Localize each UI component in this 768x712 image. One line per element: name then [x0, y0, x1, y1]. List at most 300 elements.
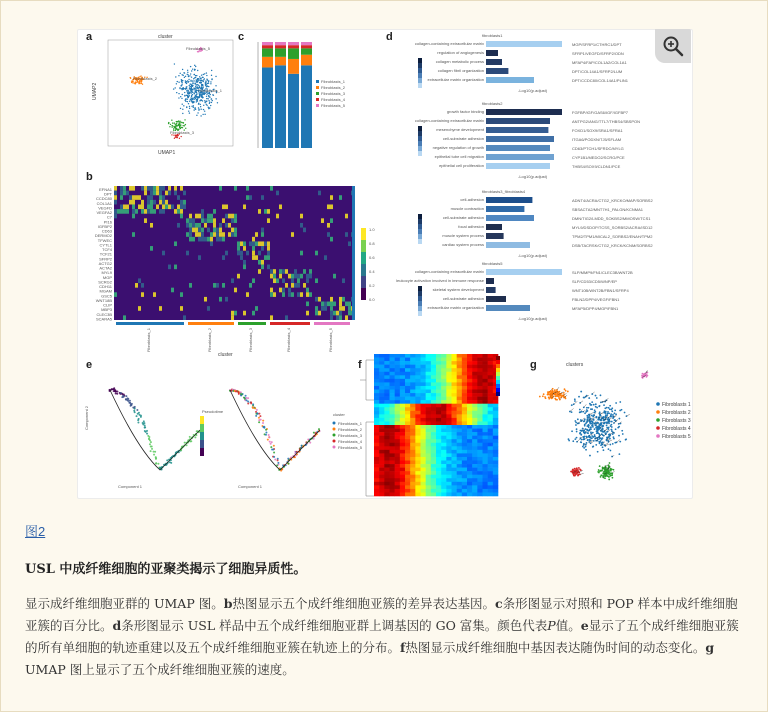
- pseudotime-heatmap-cell: [431, 382, 436, 386]
- pseudotime-heatmap-cell: [472, 464, 477, 468]
- umap-point: [177, 81, 178, 82]
- velocity-point: [605, 414, 607, 416]
- pseudotime-heatmap-cell: [467, 468, 472, 472]
- pseudotime-heatmap-cell: [446, 358, 451, 362]
- stacked-bar-segment: [301, 45, 312, 48]
- pseudotime-heatmap-cell: [483, 482, 488, 486]
- velocity-point: [586, 436, 588, 438]
- pseudotime-heatmap-cell: [488, 386, 493, 390]
- colorbar-tick: 1.0: [369, 227, 375, 232]
- pseudotime-heatmap-cell: [410, 379, 415, 383]
- umap-point: [193, 78, 194, 79]
- pseudotime-heatmap-cell: [426, 361, 431, 365]
- go-bar: [486, 50, 498, 56]
- pseudotime-heatmap-cell: [493, 475, 498, 479]
- pseudotime-heatmap-cell: [472, 439, 477, 443]
- trajectory-point: [263, 426, 265, 428]
- velocity-point: [608, 479, 610, 481]
- umap-point: [209, 96, 210, 97]
- pseudotime-heatmap-cell: [436, 411, 441, 415]
- heatmap-cell: [321, 302, 324, 307]
- pseudotime-heatmap-cell: [395, 457, 400, 461]
- heatmap-cell: [297, 292, 300, 297]
- pseudotime-heatmap-cell: [446, 404, 451, 408]
- pseudotime-heatmap-cell: [483, 407, 488, 411]
- pseudotime-heatmap-cell: [405, 468, 410, 472]
- heatmap-cell: [210, 218, 213, 223]
- velocity-point: [607, 411, 609, 413]
- pseudotime-heatmap-cell: [436, 457, 441, 461]
- umap-point: [192, 89, 193, 90]
- trajectory-point: [268, 436, 270, 438]
- pseudotime-heatmap-cell: [405, 453, 410, 457]
- velocity-arrow: [577, 439, 580, 442]
- heatmap-cell: [159, 186, 162, 191]
- velocity-point: [609, 473, 611, 475]
- umap-point: [204, 114, 205, 115]
- pseudotime-heatmap-cell: [426, 461, 431, 465]
- figure-image[interactable]: [77, 29, 693, 499]
- pseudotime-heatmap-cell: [467, 478, 472, 482]
- pseudotime-heatmap-cell: [493, 453, 498, 457]
- gene-label: MBP3: [101, 307, 112, 313]
- heatmap-cell: [198, 255, 201, 260]
- heatmap-cell: [147, 195, 150, 200]
- heatmap-cell: [210, 241, 213, 246]
- pseudotime-heatmap-cell: [446, 471, 451, 475]
- heatmap-cell: [234, 228, 237, 233]
- pseudotime-heatmap-cell: [374, 390, 379, 394]
- legend-label: Fibroblasts 3: [662, 418, 691, 424]
- velocity-point: [580, 391, 582, 393]
- pseudotime-heatmap-cell: [374, 489, 379, 493]
- gene-label: C7: [106, 214, 112, 220]
- pseudotime-heatmap-cell: [379, 407, 384, 411]
- pseudotime-heatmap-cell: [462, 429, 467, 433]
- trajectory-point: [134, 408, 136, 410]
- pseudotime-heatmap-cell: [400, 471, 405, 475]
- pseudotime-heatmap-cell: [452, 397, 457, 401]
- heatmap-cell: [327, 223, 330, 228]
- velocity-arrow: [605, 429, 607, 431]
- pseudotime-heatmap-cell: [477, 382, 482, 386]
- umap-point: [187, 70, 188, 71]
- umap-point: [194, 107, 195, 108]
- trajectory-point: [237, 391, 239, 393]
- trajectory-point: [273, 445, 275, 447]
- trajectory-point: [155, 458, 157, 460]
- heatmap-cell: [252, 237, 255, 242]
- pseudotime-heatmap-cell: [452, 475, 457, 479]
- velocity-point: [571, 411, 573, 413]
- pseudotime-heatmap-cell: [390, 432, 395, 436]
- gene-label: VEGFD: [98, 205, 112, 211]
- heatmap-cell: [327, 302, 330, 307]
- pseudotime-heatmap-cell: [477, 411, 482, 415]
- umap-point: [131, 82, 132, 83]
- heatmap-cell: [306, 311, 309, 316]
- heatmap-cell: [222, 255, 225, 260]
- velocity-point: [585, 446, 587, 448]
- pseudotime-heatmap-cell: [400, 407, 405, 411]
- trajectory-point: [240, 394, 242, 396]
- pseudotime-heatmap-cell: [457, 489, 462, 493]
- velocity-point: [602, 429, 604, 431]
- velocity-point: [595, 422, 597, 424]
- pseudotime-heatmap-cell: [400, 379, 405, 383]
- pseudotime-heatmap-cell: [415, 421, 420, 425]
- heatmap-cell: [339, 306, 342, 311]
- pseudotime-heatmap-cell: [426, 475, 431, 479]
- pseudotime-heatmap-cell: [379, 390, 384, 394]
- pseudotime-heatmap-cell: [467, 485, 472, 489]
- heatmap-cell: [285, 315, 288, 320]
- panel-c-label: c: [238, 31, 245, 43]
- pseudotime-heatmap-cell: [410, 397, 415, 401]
- pseudotime-heatmap-cell: [493, 425, 498, 429]
- pseudotime-heatmap-cell: [426, 375, 431, 379]
- pseudotime-heatmap-cell: [395, 425, 400, 429]
- heatmap-cell: [300, 251, 303, 256]
- umap-point: [193, 93, 194, 94]
- velocity-arrow: [592, 392, 594, 394]
- go-bar: [486, 278, 494, 284]
- heatmap-cell: [297, 283, 300, 288]
- umap-point: [174, 138, 175, 139]
- go-gene-label: CD63/PTCH1/SFRDC/MYLG: [572, 146, 624, 151]
- stacked-bar-segment: [275, 65, 286, 148]
- pseudotime-colorbar-step: [496, 356, 500, 360]
- panel-f: [358, 354, 500, 496]
- pseudotime-heatmap-cell: [446, 446, 451, 450]
- pseudotime-heatmap-cell: [415, 443, 420, 447]
- velocity-point: [587, 430, 589, 432]
- pseudotime-heatmap-cell: [483, 393, 488, 397]
- umap-point: [180, 122, 181, 123]
- umap-point: [142, 84, 143, 85]
- heatmap-cell: [147, 204, 150, 209]
- umap-point: [206, 98, 207, 99]
- pseudotime-heatmap-cell: [462, 418, 467, 422]
- panel-g-legend: [656, 402, 691, 440]
- pseudotime-heatmap-cell: [493, 478, 498, 482]
- legend-label: Fibroblasts 4: [662, 426, 691, 432]
- heatmap-cell: [180, 186, 183, 191]
- pseudotime-heatmap-cell: [457, 361, 462, 365]
- pseudotime-heatmap-cell: [452, 414, 457, 418]
- heatmap-cell: [150, 209, 153, 214]
- colorbar-step: [361, 264, 366, 276]
- pseudotime-heatmap-cell: [462, 478, 467, 482]
- pseudotime-heatmap-cell: [441, 461, 446, 465]
- pseudotime-heatmap-cell: [483, 379, 488, 383]
- pseudotime-heatmap-cell: [462, 453, 467, 457]
- pseudotime-heatmap-cell: [488, 429, 493, 433]
- pseudotime-heatmap-cell: [452, 492, 457, 496]
- velocity-point: [600, 394, 602, 396]
- umap-point: [185, 80, 186, 81]
- umap-point: [215, 98, 216, 99]
- pseudotime-heatmap-cell: [436, 482, 441, 486]
- pseudotime-heatmap-cell: [410, 432, 415, 436]
- heatmap-cell: [180, 200, 183, 205]
- pseudotime-heatmap-cell: [472, 361, 477, 365]
- velocity-point: [565, 398, 567, 400]
- stacked-bar-segment: [262, 42, 273, 45]
- pseudotime-heatmap-cell: [426, 404, 431, 408]
- pseudotime-heatmap-cell: [462, 386, 467, 390]
- pseudotime-heatmap-cell: [421, 464, 426, 468]
- legend-dot: [656, 410, 660, 414]
- heatmap-cell: [222, 218, 225, 223]
- heatmap-cell: [213, 223, 216, 228]
- velocity-point: [611, 474, 613, 476]
- heatmap-cell: [246, 251, 249, 256]
- umap-point: [139, 81, 140, 82]
- velocity-point: [584, 412, 586, 414]
- pseudotime-heatmap-cell: [374, 425, 379, 429]
- pseudotime-heatmap-cell: [457, 368, 462, 372]
- go-axis-label: -Log10(p.adjust): [518, 316, 548, 321]
- umap-point: [202, 97, 203, 98]
- heatmap-cell: [267, 246, 270, 251]
- pseudotime-heatmap-cell: [483, 457, 488, 461]
- pseudotime-heatmap-cell: [415, 457, 420, 461]
- umap-point: [200, 109, 201, 110]
- panel-a-label: a: [86, 31, 93, 43]
- umap-point: [172, 122, 173, 123]
- panel-g-label: g: [530, 359, 537, 371]
- pseudotime-heatmap-cell: [452, 478, 457, 482]
- trajectory-point: [232, 389, 234, 391]
- go-bar: [486, 68, 508, 74]
- pseudotime-heatmap-cell: [431, 400, 436, 404]
- pseudotime-heatmap-cell: [390, 379, 395, 383]
- heatmap-cell: [270, 292, 273, 297]
- velocity-point: [580, 433, 582, 435]
- pseudotime-heatmap-cell: [379, 464, 384, 468]
- pseudotime-heatmap-cell: [395, 489, 400, 493]
- pseudotime-heatmap-cell: [483, 464, 488, 468]
- velocity-point: [610, 450, 612, 452]
- go-term-label: collagen-containing extracellular matrix: [414, 269, 484, 274]
- pseudotime-heatmap-cell: [400, 390, 405, 394]
- pseudotime-heatmap-cell: [472, 390, 477, 394]
- heatmap-cell: [324, 255, 327, 260]
- trajectory-point: [245, 395, 247, 397]
- heatmap-cell: [177, 195, 180, 200]
- umap-point: [183, 89, 184, 90]
- pseudotime-heatmap-cell: [379, 372, 384, 376]
- umap-point: [201, 100, 202, 101]
- pseudotime-heatmap-cell: [462, 407, 467, 411]
- group-bar: [116, 322, 184, 325]
- go-bar: [486, 145, 550, 151]
- umap-point: [197, 79, 198, 80]
- pseudotime-heatmap-cell: [477, 429, 482, 433]
- velocity-point: [608, 465, 610, 467]
- go-colorbar-step: [418, 239, 422, 244]
- pseudotime-heatmap-cell: [441, 379, 446, 383]
- velocity-point: [609, 435, 611, 437]
- velocity-point: [584, 432, 586, 434]
- umap-point: [173, 88, 174, 89]
- legend-swatch: [316, 92, 319, 95]
- heatmap-cell: [216, 228, 219, 233]
- pseudotime-heatmap-cell: [493, 446, 498, 450]
- panel-f-pseudotime-heatmap: [360, 354, 500, 496]
- panel-d-go-bars: [396, 33, 653, 321]
- pseudotime-heatmap-cell: [415, 411, 420, 415]
- heatmap-cell: [270, 186, 273, 191]
- heatmap-cell: [210, 214, 213, 219]
- pseudotime-heatmap-cell: [374, 439, 379, 443]
- pseudotime-heatmap-cell: [421, 390, 426, 394]
- pseudotime-heatmap-cell: [483, 478, 488, 482]
- pseudotime-heatmap-cell: [395, 368, 400, 372]
- pseudotime-heatmap-cell: [493, 489, 498, 493]
- heatmap-cell: [240, 255, 243, 260]
- heatmap-cell: [282, 269, 285, 274]
- heatmap-cell: [195, 232, 198, 237]
- pseudotime-heatmap-cell: [374, 386, 379, 390]
- pseudotime-heatmap-cell: [400, 418, 405, 422]
- pseudotime-heatmap-cell: [384, 443, 389, 447]
- pseudotime-heatmap-cell: [488, 492, 493, 496]
- pseudotime-heatmap-cell: [467, 439, 472, 443]
- pseudotime-heatmap-cell: [457, 429, 462, 433]
- velocity-point: [607, 428, 609, 430]
- figure-link[interactable]: 图2: [25, 524, 46, 539]
- velocity-point: [586, 421, 588, 423]
- pseudotime-heatmap-cell: [410, 471, 415, 475]
- go-colorbar-step: [418, 136, 422, 141]
- pseudotime-heatmap-cell: [374, 407, 379, 411]
- trajectory-point: [277, 462, 279, 464]
- pseudotime-heatmap-cell: [421, 436, 426, 440]
- heatmap-cell: [201, 214, 204, 219]
- velocity-point: [595, 403, 597, 405]
- pseudotime-heatmap-cell: [410, 461, 415, 465]
- pseudotime-heatmap-cell: [452, 418, 457, 422]
- go-term-label: cell-substrate adhesion: [442, 215, 484, 220]
- pseudotime-heatmap-cell: [410, 372, 415, 376]
- velocity-point: [581, 430, 583, 432]
- pseudotime-heatmap-cell: [441, 453, 446, 457]
- stacked-bar-segment: [275, 45, 286, 48]
- velocity-point: [586, 407, 588, 409]
- pseudotime-heatmap-cell: [477, 478, 482, 482]
- zoom-button[interactable]: [655, 29, 691, 63]
- pseudotime-heatmap-cell: [452, 365, 457, 369]
- pseudotime-heatmap-cell: [421, 432, 426, 436]
- heatmap-cell: [252, 241, 255, 246]
- pseudotime-heatmap-cell: [405, 418, 410, 422]
- caption-segment: 条形图显示对照和 POP 样本中成纤维细胞亚簇的百分比。: [25, 596, 738, 633]
- velocity-point: [603, 472, 605, 474]
- umap-point: [198, 78, 199, 79]
- pseudotime-heatmap-cell: [374, 421, 379, 425]
- umap-point: [171, 125, 172, 126]
- pseudotime-heatmap-cell: [477, 425, 482, 429]
- heatmap-cell: [114, 195, 117, 200]
- velocity-point: [591, 437, 593, 439]
- heatmap-cell: [309, 269, 312, 274]
- heatmap-cell: [126, 204, 129, 209]
- velocity-point: [586, 442, 588, 444]
- heatmap-cell: [189, 237, 192, 242]
- trajectory-point: [120, 392, 122, 394]
- heatmap-cell: [180, 209, 183, 214]
- umap-point: [182, 127, 183, 128]
- umap-point: [205, 82, 206, 83]
- pseudotime-heatmap-cell: [462, 457, 467, 461]
- velocity-point: [573, 475, 575, 477]
- heatmap-cell: [153, 292, 156, 297]
- velocity-point: [625, 438, 627, 440]
- pseudotime-heatmap-cell: [405, 390, 410, 394]
- pseudotime-heatmap-cell: [452, 471, 457, 475]
- heatmap-cell: [186, 232, 189, 237]
- pseudotime-heatmap-cell: [477, 492, 482, 496]
- pseudotime-heatmap-cell: [457, 400, 462, 404]
- pseudotime-heatmap-cell: [384, 457, 389, 461]
- heatmap-cell: [177, 204, 180, 209]
- velocity-point: [543, 393, 545, 395]
- pseudotime-heatmap-cell: [379, 382, 384, 386]
- pseudotime-heatmap-cell: [415, 375, 420, 379]
- pseudotime-heatmap-cell: [488, 382, 493, 386]
- velocity-point: [613, 469, 615, 471]
- gene-label: SCARA5: [95, 316, 112, 322]
- heatmap-cell: [294, 283, 297, 288]
- umap-point: [203, 105, 204, 106]
- velocity-point: [576, 431, 578, 433]
- umap-point: [182, 125, 183, 126]
- pseudotime-heatmap-cell: [462, 358, 467, 362]
- pseudotime-heatmap-cell: [493, 464, 498, 468]
- pseudotime-heatmap-cell: [446, 372, 451, 376]
- heatmap-cell: [258, 260, 261, 265]
- pseudotime-heatmap-cell: [410, 468, 415, 472]
- heatmap-cell: [261, 232, 264, 237]
- velocity-point: [583, 429, 585, 431]
- pseudotime-heatmap-cell: [493, 411, 498, 415]
- velocity-point: [622, 433, 624, 435]
- trajectory-point: [157, 463, 159, 465]
- pseudotime-heatmap-cell: [421, 482, 426, 486]
- pseudotime-heatmap-cell: [452, 485, 457, 489]
- pseudotime-heatmap-cell: [390, 400, 395, 404]
- go-gene-label: WNT10B/WNT2B/FBN1/SFRP4: [572, 288, 629, 293]
- umap-point: [196, 80, 197, 81]
- velocity-point: [578, 467, 580, 469]
- zoom-in-icon: [662, 35, 684, 57]
- heatmap-cell: [240, 251, 243, 256]
- pseudotime-heatmap-cell: [441, 436, 446, 440]
- velocity-point: [583, 447, 585, 449]
- stacked-bar-segment: [288, 45, 299, 48]
- heatmap-cell: [315, 306, 318, 311]
- pseudotime-heatmap-cell: [405, 365, 410, 369]
- pseudotime-heatmap-cell: [457, 375, 462, 379]
- heatmap-cell: [297, 278, 300, 283]
- pseudotime-heatmap-cell: [467, 407, 472, 411]
- heatmap-cell: [225, 204, 228, 209]
- umap-point: [202, 114, 203, 115]
- go-term-label: epithelial cell proliferation: [439, 163, 484, 168]
- panel-e-legend: [333, 421, 363, 450]
